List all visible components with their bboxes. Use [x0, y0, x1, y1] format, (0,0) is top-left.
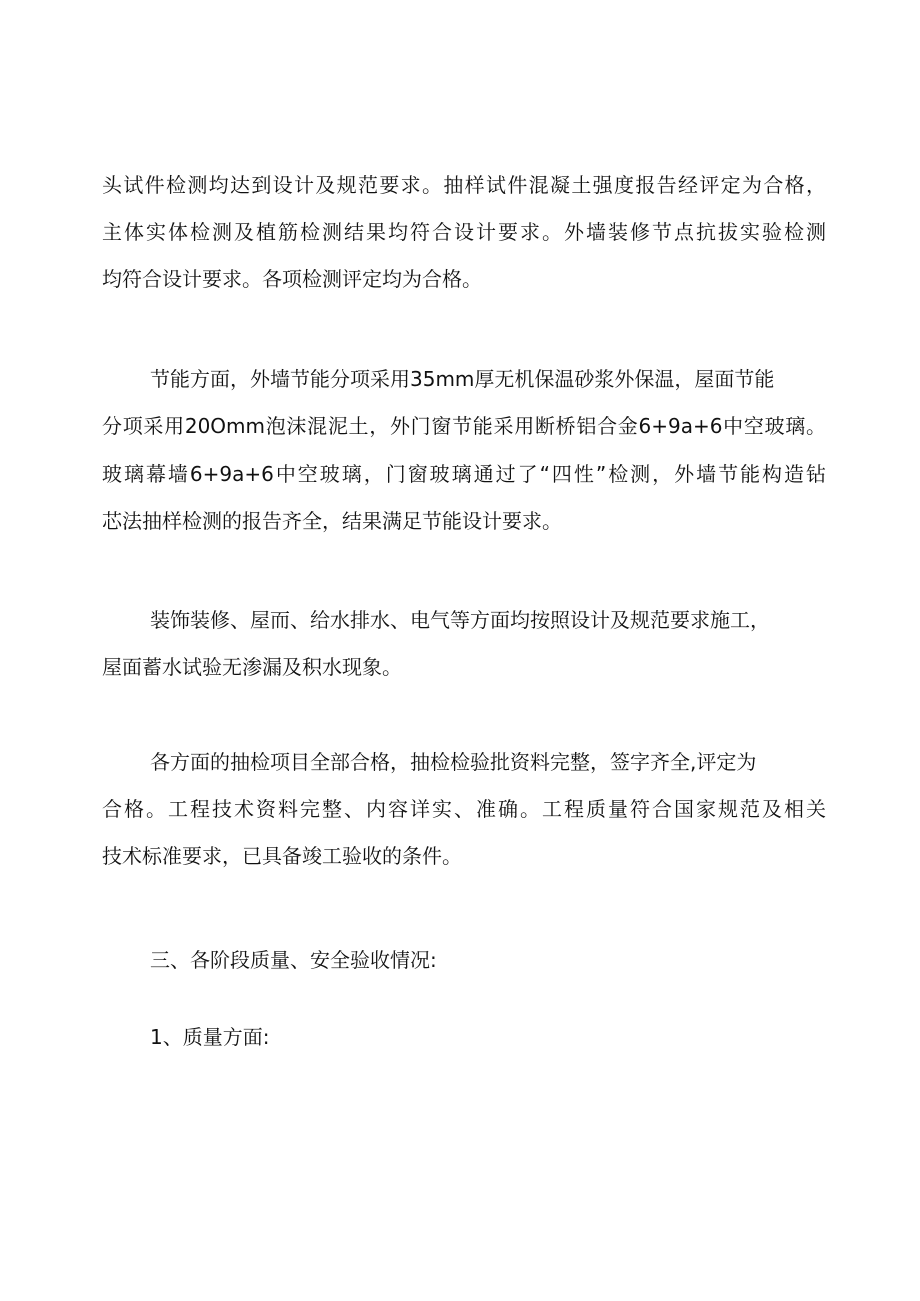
- paragraph-line: 头试件检测均达到设计及规范要求。抽样试件混凝土强度报告经评定为合格，: [102, 173, 826, 197]
- paragraph-line: 合格。工程技术资料完整、内容详实、准确。工程质量符合国家规范及相关: [102, 797, 826, 821]
- paragraph-line: 节能方面，外墙节能分项采用35mm厚无机保温砂浆外保温，屋面节能: [150, 367, 775, 391]
- paragraph-line: 装饰装修、屋而、给水排水、电气等方面均按照设计及规范要求施工，: [150, 608, 770, 632]
- paragraph-line: 分项采用20Omm泡沫混泥土，外门窗节能采用断桥铝合金6+9a+6中空玻璃。: [102, 414, 826, 438]
- section-heading-text: 三、各阶段质量、安全验收情况:: [150, 948, 437, 972]
- paragraph-line: 主体实体检测及植筋检测结果均符合设计要求。外墙装修节点抗拔实验检测: [102, 220, 826, 244]
- paragraph-line: 屋面蓄水试验无渗漏及积水现象。: [102, 655, 402, 679]
- paragraph-line: 技术标准要求，已具备竣工验收的条件。: [102, 844, 462, 868]
- paragraph-line: 玻璃幕墙6+9a+6中空玻璃，门窗玻璃通过了“四性”检测，外墙节能构造钻: [102, 462, 826, 486]
- paragraph-line: 芯法抽样检测的报告齐全，结果满足节能设计要求。: [102, 509, 562, 533]
- subsection-heading-text: 1、质量方面:: [150, 1025, 270, 1049]
- paragraph-line: 各方面的抽检项目全部合格，抽检检验批资料完整，签字齐全,评定为: [150, 750, 757, 774]
- paragraph-line: 均符合设计要求。各项检测评定均为合格。: [102, 267, 482, 291]
